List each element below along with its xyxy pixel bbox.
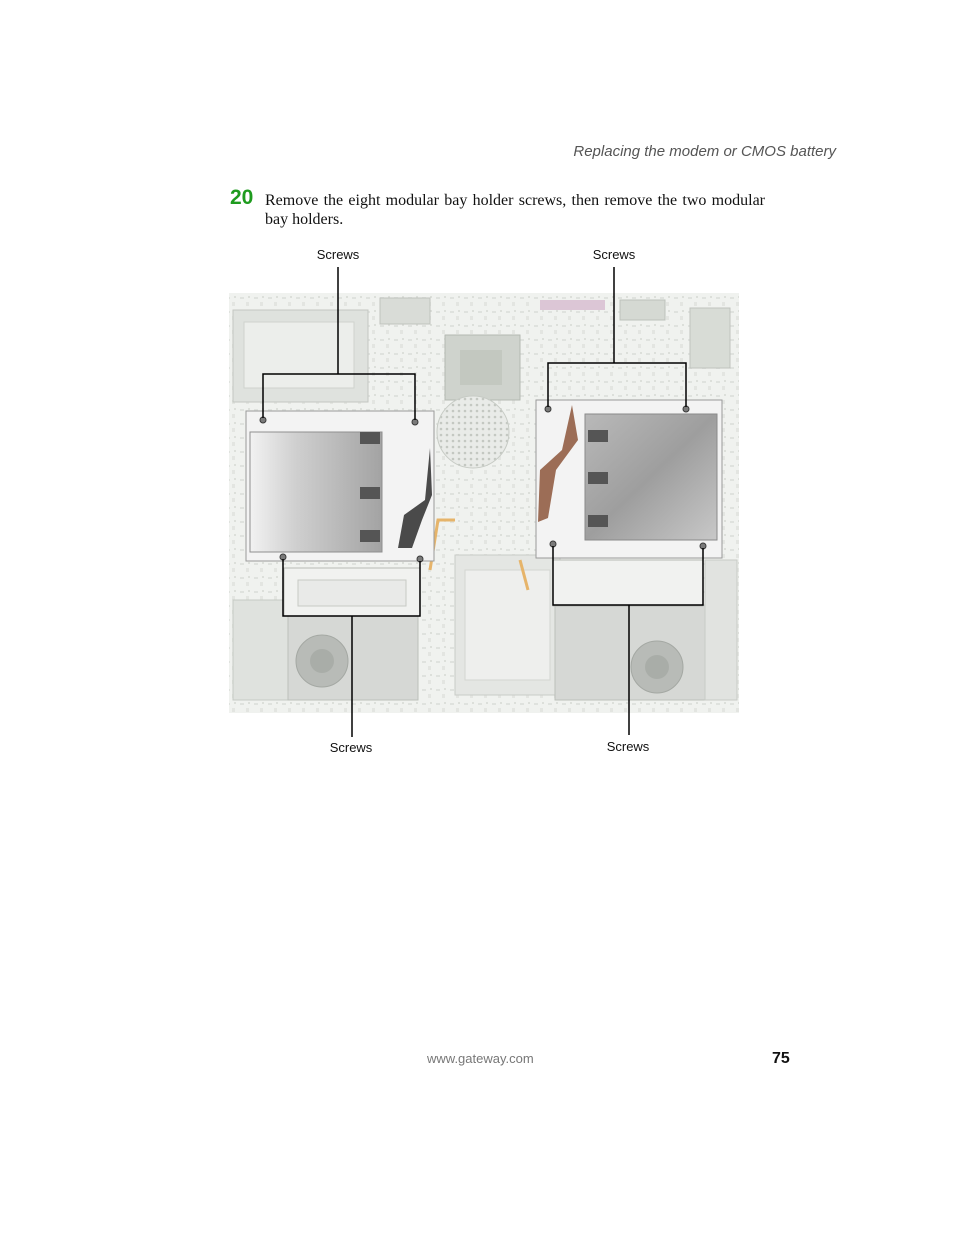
callout-label-bottom-left: Screws: [329, 740, 373, 755]
callout-label-top-right: Screws: [592, 247, 636, 262]
callout-label-bottom-right: Screws: [606, 739, 650, 754]
footer-url: www.gateway.com: [427, 1051, 534, 1066]
fan-grille-icon: [437, 396, 509, 468]
running-header: Replacing the modem or CMOS battery: [573, 143, 836, 160]
page-number: 75: [772, 1050, 790, 1067]
step-number: 20: [230, 186, 254, 209]
callout-label-top-left: Screws: [316, 247, 360, 262]
right-bay-holder: [536, 400, 722, 606]
step-instruction: Remove the eight modular bay holder screws, then remove the two modular bay holders.: [265, 192, 765, 228]
